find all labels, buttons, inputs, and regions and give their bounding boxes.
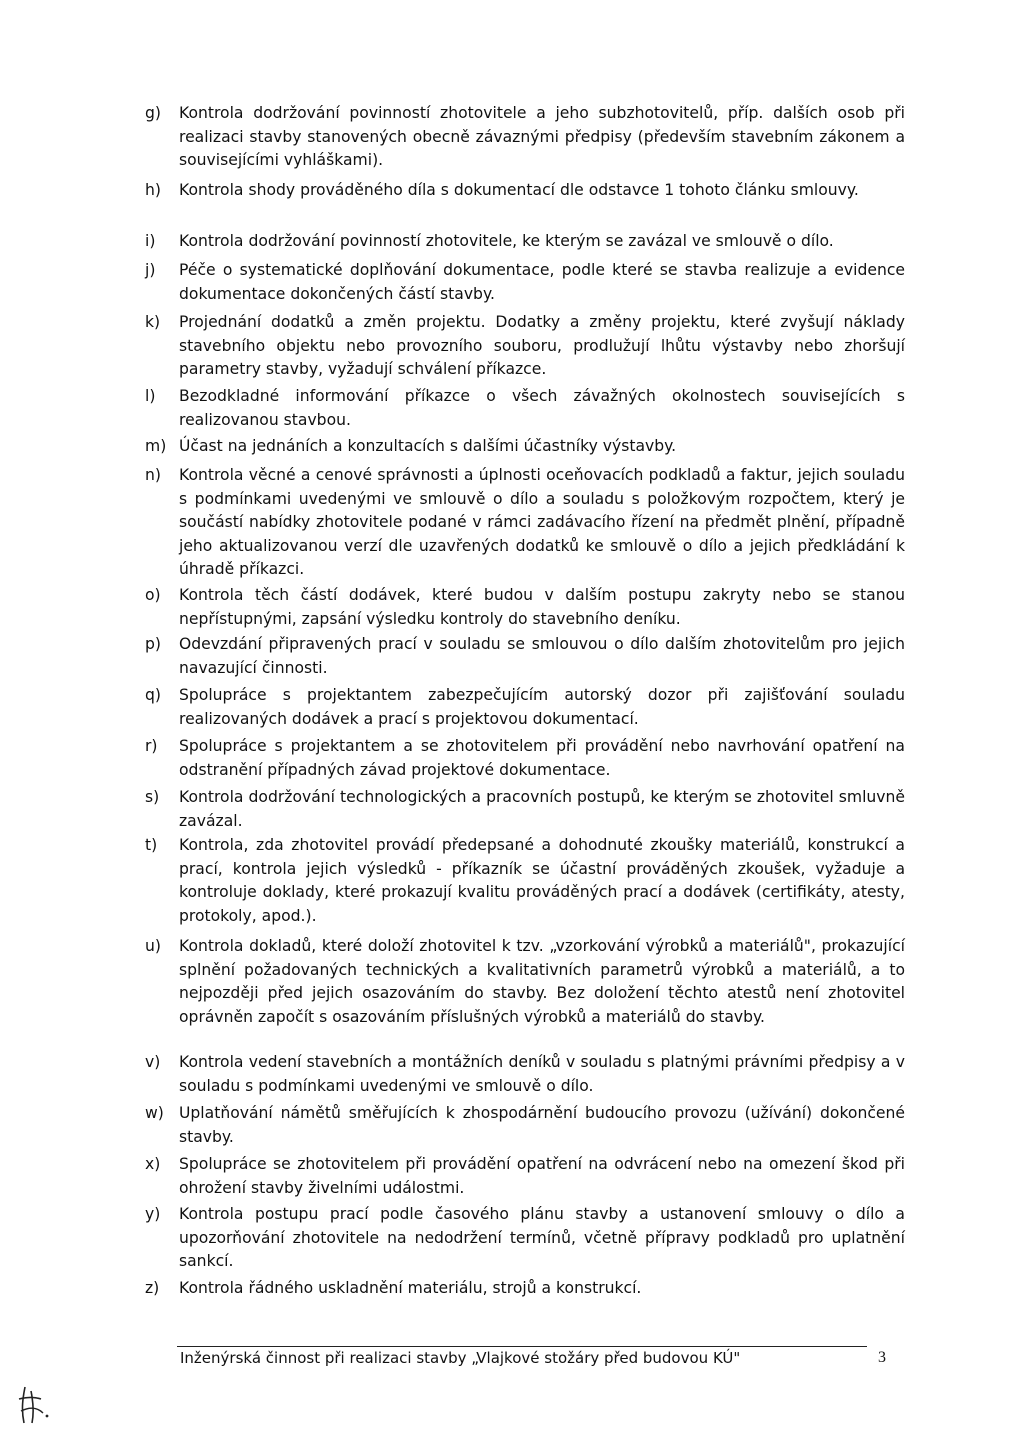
handwritten-initials [15, 1383, 63, 1427]
item-marker: k) [145, 313, 161, 331]
item-text: Kontrola dodržování povinností zhotovitele, ke kterým se zavázal ve smlouvě o dílo. [179, 232, 834, 250]
item-text: Kontrola, zda zhotovitel provádí předepsané a dohodnuté zkoušky materiálů, konstrukcí a prací, kontrola jejich výsledků - příkazník se účastní prováděných zkoušek, vyžaduje a kontroluje doklady, které prokazují kvalitu prováděných prací a dodávek (certifikáty, atesty, protokoly, apod.). [179, 836, 905, 925]
item-g [145, 102, 905, 173]
item-l [145, 385, 905, 432]
item-m [145, 435, 905, 459]
item-text: Spolupráce s projektantem a se zhotovitelem při provádění nebo navrhování opatření na odstranění případných závad projektové dokumentace. [179, 737, 905, 779]
item-text: Kontrola věcné a cenové správnosti a úplnosti oceňovacích podkladů a faktur, jejich souladu s podmínkami uvedenými ve smlouvě o dílo a souladu s položkovým rozpočtem, který je součástí nabídky zhotovitele podané v rámci zadávacího řízení na předmět plnění, případně jeho aktualizovanou verzí dle uzavřených dodatků ke smlouvě o dílo a jejich předkládání k úhradě příkazci. [179, 466, 905, 579]
item-marker: x) [145, 1155, 161, 1173]
item-p [145, 633, 905, 680]
item-o [145, 584, 905, 631]
item-marker: z) [145, 1279, 160, 1297]
footer-divider [177, 1346, 867, 1347]
item-r [145, 735, 905, 782]
item-marker: y) [145, 1205, 161, 1223]
item-text: Kontrola vedení stavebních a montážních deníků v souladu s platnými právními předpisy a v souladu s podmínkami uvedenými ve smlouvě o dílo. [179, 1053, 905, 1095]
item-marker: h) [145, 181, 161, 199]
item-i [145, 230, 905, 254]
item-text: Kontrola dokladů, které doloží zhotovitel k tzv. „vzorkování výrobků a materiálů", prokazující splnění požadovaných technických a kvalitativních parametrů výrobků a materiálů, a to nejpozději před jejich osazováním do stavby. Bez doložení těchto atestů není zhotovitel oprávněn započít s osazováním příslušných výrobků a materiálů do stavby. [179, 937, 905, 1026]
item-text: Kontrola shody prováděného díla s dokumentací dle odstavce 1 tohoto článku smlouvy. [179, 181, 859, 199]
item-marker: r) [145, 737, 158, 755]
item-marker: i) [145, 232, 156, 250]
item-marker: w) [145, 1104, 164, 1122]
item-marker: p) [145, 635, 161, 653]
item-j [145, 259, 905, 306]
item-marker: m) [145, 437, 167, 455]
item-text: Kontrola těch částí dodávek, které budou v dalším postupu zakryty nebo se stanou nepřístupnými, zapsání výsledku kontroly do stavebního deníku. [179, 586, 905, 628]
item-text: Péče o systematické doplňování dokumentace, podle které se stavba realizuje a evidence dokumentace dokončených částí stavby. [179, 261, 905, 303]
item-n [145, 464, 905, 582]
item-text: Bezodkladné informování příkazce o všech závažných okolnostech souvisejících s realizovanou stavbou. [179, 387, 905, 429]
item-marker: o) [145, 586, 161, 604]
item-s [145, 786, 905, 833]
item-text: Odevzdání připravených prací v souladu se smlouvou o dílo dalším zhotovitelům pro jejich navazující činnosti. [179, 635, 905, 677]
item-marker: q) [145, 686, 161, 704]
item-text: Projednání dodatků a změn projektu. Dodatky a změny projektu, které zvyšují náklady stavebního objektu nebo provozního souboru, prodlužují lhůtu výstavby nebo zhoršují parametry stavby, vyžadují schválení příkazce. [179, 313, 905, 379]
item-text: Spolupráce se zhotovitelem při provádění opatření na odvrácení nebo na omezení škod při ohrožení stavby živelními událostmi. [179, 1155, 905, 1197]
item-x [145, 1153, 905, 1200]
item-text: Kontrola dodržování technologických a pracovních postupů, ke kterým se zhotovitel smluvně zavázal. [179, 788, 905, 830]
item-t [145, 834, 905, 928]
item-marker: n) [145, 466, 161, 484]
item-marker: v) [145, 1053, 161, 1071]
item-h [145, 179, 905, 203]
item-text: Kontrola dodržování povinností zhotovitele a jeho subzhotovitelů, příp. dalších osob při realizaci stavby stanovených obecně závaznými předpisy (především stavebním zákonem a souvisejícími vyhláškami). [179, 104, 905, 170]
item-text: Účast na jednáních a konzultacích s dalšími účastníky výstavby. [179, 437, 677, 455]
item-z [145, 1277, 905, 1301]
item-text: Kontrola postupu prací podle časového plánu stavby a ustanovení smlouvy o dílo a upozorňování zhotovitele na nedodržení termínů, včetně přípravy podkladů pro uplatnění sankcí. [179, 1205, 905, 1271]
item-u [145, 935, 905, 1029]
item-v [145, 1051, 905, 1098]
item-q [145, 684, 905, 731]
item-marker: t) [145, 836, 158, 854]
item-text: Uplatňování námětů směřujících k zhospodárnění budoucího provozu (užívání) dokončené stavby. [179, 1104, 905, 1146]
item-marker: u) [145, 937, 161, 955]
page-number: 3 [878, 1349, 886, 1366]
item-marker: g) [145, 104, 161, 122]
item-text: Spolupráce s projektantem zabezpečujícím autorský dozor při zajišťování souladu realizovaných dodávek a prací s projektovou dokumentací. [179, 686, 905, 728]
item-k [145, 311, 905, 382]
item-marker: s) [145, 788, 160, 806]
item-w [145, 1102, 905, 1149]
item-marker: l) [145, 387, 156, 405]
item-y [145, 1203, 905, 1274]
item-marker: j) [145, 261, 156, 279]
item-text: Kontrola řádného uskladnění materiálu, strojů a konstrukcí. [179, 1279, 642, 1297]
footer-title: Inženýrská činnost při realizaci stavby „Vlajkové stožáry před budovou KÚ" [180, 1349, 741, 1367]
